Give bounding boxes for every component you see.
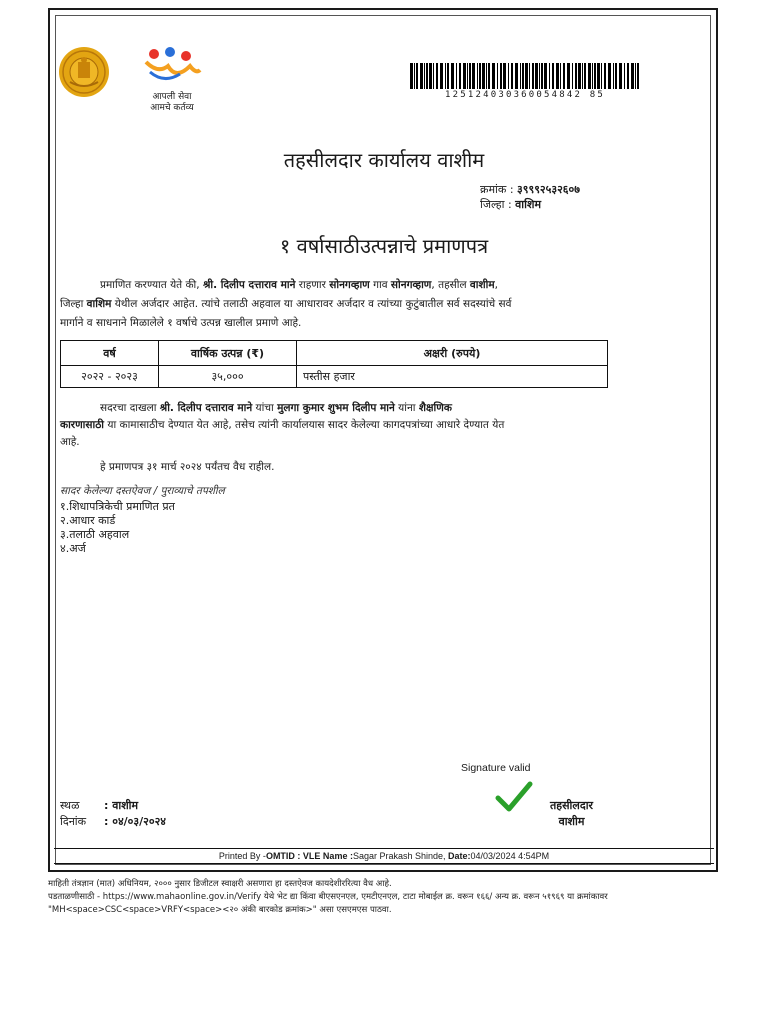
list-item: ३.तलाठी अहवाल: [60, 528, 130, 541]
checkmark-icon: [495, 780, 533, 814]
printed-name: Sagar Prakash Shinde,: [352, 851, 449, 861]
place-value: : वाशीम: [104, 799, 139, 812]
tehsil-name: वाशीम: [469, 279, 495, 291]
cell-income: ३५,०००: [159, 366, 297, 388]
logo-tagline-2: आमचे कर्तव्य: [150, 103, 194, 113]
col-income: वार्षिक उत्पन्न (₹): [159, 341, 297, 366]
village-name-2: सोनगव्हाण: [390, 279, 432, 291]
village-name: सोनगव्हाण: [329, 279, 370, 291]
printed-by-bar: [54, 848, 714, 864]
purpose-paragraph-line2: [60, 417, 608, 433]
barcode-icon: [410, 63, 640, 93]
barcode-number: 125124030360054842 85: [445, 90, 605, 100]
cell-year: २०२२ - २०२३: [61, 366, 159, 388]
signatory-place: वाशीम: [558, 815, 585, 828]
number-label: क्रमांक :: [480, 183, 514, 196]
date-value: : ०४/०३/२०२४: [104, 815, 167, 828]
printed-date-value: 04/03/2024 4:54PM: [470, 851, 550, 861]
printed-prefix: Printed By -: [218, 851, 266, 861]
intro-text-1: प्रमाणित करण्यात येते की,: [100, 279, 203, 291]
signatory: [550, 798, 593, 830]
purpose-name: श्री. दिलीप दत्ताराव माने: [159, 402, 253, 414]
intro-paragraph-line3: मार्गाने व साधनाने मिळालेले १ वर्षाचे उत्पन्न खालील प्रमाणे आहे.: [60, 317, 302, 329]
signatory-title: तहसीलदार: [550, 799, 594, 812]
footer-line-1: माहिती तंत्रज्ञान (मात) अधिनियम, २००० नुसार डिजीटल स्वाक्षरी असणारा हा दस्तऐवज कायदेशीररित्या वैध आहे.: [48, 879, 392, 889]
district-value: वाशिम: [515, 198, 542, 211]
income-table: [60, 340, 608, 388]
cell-words: पस्तीस हजार: [297, 366, 608, 388]
office-title: तहसीलदार कार्यालय वाशीम: [283, 148, 485, 172]
logo-tagline-1: आपली सेवा: [152, 92, 192, 102]
purpose-reason-2: कारणासाठी: [60, 419, 105, 431]
place-label: स्थळ: [60, 799, 80, 812]
signature-valid-label: Signature valid: [461, 762, 531, 774]
intro-text-4: , तहसील: [431, 279, 470, 291]
intro-paragraph-line2: [60, 296, 608, 312]
place-date-block: [60, 798, 166, 830]
certificate-title: १ वर्षासाठीउत्पन्नाचे प्रमाणपत्र: [279, 234, 489, 258]
validity-note: हे प्रमाणपत्र ३१ मार्च २०२४ पर्यंतच वैध राहील.: [100, 461, 275, 473]
purpose-paragraph-line3: आहे.: [60, 436, 80, 448]
intro-text-5: ,: [494, 279, 498, 291]
intro-line2a: जिल्हा: [60, 298, 87, 310]
logo-tagline: [140, 92, 204, 114]
maharashtra-seal-icon: [58, 46, 110, 98]
intro-text-2: राहणार: [295, 279, 330, 291]
documents-heading: सादर केलेल्या दस्तऐवज / पुराव्याचे तपशील: [60, 485, 225, 497]
beneficiary-name: मुलगा कुमार शुभम दिलीप माने: [277, 402, 395, 414]
purpose-text-2: यांचा: [252, 402, 278, 414]
certificate-meta: [480, 182, 580, 212]
intro-line2b: येथील अर्जदार आहेत. त्यांचे तलाठी अहवाल या आधारावर अर्जदार व त्यांच्या कुटुंबातील सर्व सदस्यांचे सर्व: [111, 298, 512, 310]
purpose-text-4: या कामासाठीच देण्यात येत आहे, तसेच त्यांनी कार्यालयास सादर केलेल्या कागदपत्रांच्या आधारे देण्यात येत: [104, 419, 505, 431]
purpose-text-3: यांना: [394, 402, 419, 414]
purpose-reason: शैक्षणिक: [418, 402, 452, 414]
number-value: ३९९९२५३२६०७: [517, 183, 580, 196]
purpose-paragraph: [60, 400, 608, 416]
printed-omtid: OMTID : VLE Name :: [265, 851, 353, 861]
col-year: वर्ष: [61, 341, 159, 366]
list-item: १.शिधापत्रिकेची प्रमाणित प्रत: [60, 500, 175, 513]
date-label: दिनांक: [60, 815, 87, 828]
documents-list: [60, 500, 175, 556]
district-label: जिल्हा :: [480, 198, 512, 211]
printed-date-label: Date:: [448, 851, 471, 861]
footer-line-3: "MH<space>CSC<space>VRFY<space><२० अंकी बारकोड क्रमांक>" असा एसएमएस पाठवा.: [48, 905, 392, 915]
col-words: अक्षरी (रुपये): [297, 341, 608, 366]
intro-paragraph: [60, 277, 608, 293]
footer-notes: [48, 878, 720, 917]
table-row: [61, 366, 608, 388]
purpose-text-1: सदरचा दाखला: [100, 402, 160, 414]
list-item: ४.अर्ज: [60, 542, 86, 555]
intro-text-3: गाव: [369, 279, 391, 291]
footer-line-2: पडताळणीसाठी - https://www.mahaonline.gov.in/Verify येथे भेट द्या किंवा बीएसएनएल, एमटीएनएल, टाटा मोबाईल क्र. वरून १६६/ अन्य क्र. वरून ५१९६९ या क्रमांकावर: [48, 892, 608, 902]
applicant-name: श्री. दिलीप दत्ताराव माने: [202, 279, 296, 291]
table-header-row: [61, 341, 608, 366]
aapli-seva-logo-icon: [140, 44, 204, 88]
district-name: वाशिम: [86, 298, 112, 310]
list-item: २.आधार कार्ड: [60, 514, 116, 527]
